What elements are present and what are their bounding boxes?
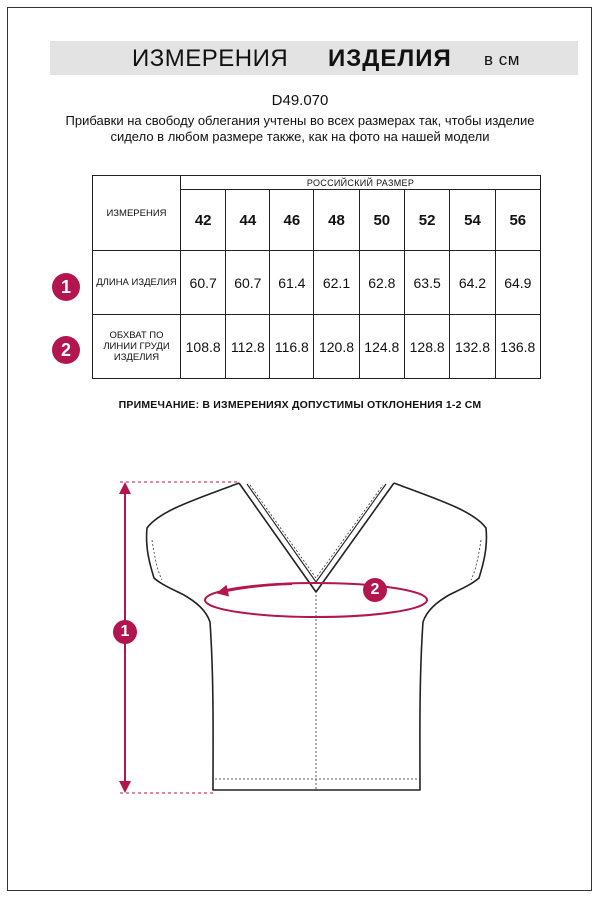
tolerance-remark: ПРИМЕЧАНИЕ: В ИЗМЕРЕНИЯХ ДОПУСТИМЫ ОТКЛОНЕНИЯ 1-2 СМ — [118, 399, 482, 411]
length-measure — [120, 482, 240, 793]
title-measurements: ИЗМЕРЕНИЯ — [132, 45, 289, 72]
table-cell: 62.1 — [314, 251, 359, 315]
size-header: 48 — [314, 190, 359, 251]
row-label: ОБХВАТ ПО ЛИНИИ ГРУДИ ИЗДЕЛИЯ — [93, 315, 181, 379]
size-header: 50 — [359, 190, 404, 251]
chest-marker-badge: 2 — [363, 578, 387, 602]
table-cell: 62.8 — [359, 251, 404, 315]
title-unit: в см — [484, 50, 520, 69]
table-cell: 64.9 — [495, 251, 540, 315]
stitching-lines — [152, 485, 481, 790]
fit-description: Прибавки на свободу облегания учтены во всех размерах так, чтобы изделие сидело в любом размере также, как на фото на нашей модели — [65, 113, 535, 144]
measure-header: ИЗМЕРЕНИЯ — [93, 176, 181, 251]
size-header: 54 — [450, 190, 495, 251]
table-cell: 116.8 — [270, 315, 314, 379]
title-product: ИЗДЕЛИЯ — [328, 45, 452, 72]
table-cell: 120.8 — [314, 315, 359, 379]
row-2-badge: 2 — [52, 336, 80, 364]
table-cell: 124.8 — [359, 315, 404, 379]
table-cell: 64.2 — [450, 251, 495, 315]
table-cell: 136.8 — [495, 315, 540, 379]
length-marker-badge: 1 — [113, 620, 137, 644]
row-1-badge: 1 — [52, 273, 80, 301]
table-cell: 128.8 — [404, 315, 449, 379]
size-header: 46 — [270, 190, 314, 251]
size-header: 42 — [181, 190, 226, 251]
table-cell: 60.7 — [226, 251, 270, 315]
size-header: 44 — [226, 190, 270, 251]
table-cell: 112.8 — [226, 315, 270, 379]
size-group-header: РОССИЙСКИЙ РАЗМЕР — [181, 176, 541, 190]
table-cell: 63.5 — [404, 251, 449, 315]
tshirt-outline — [147, 483, 487, 790]
size-header: 52 — [404, 190, 449, 251]
table-cell: 61.4 — [270, 251, 314, 315]
row-label: ДЛИНА ИЗДЕЛИЯ — [93, 251, 181, 315]
table-cell: 108.8 — [181, 315, 226, 379]
table-cell: 60.7 — [181, 251, 226, 315]
table-cell: 132.8 — [450, 315, 495, 379]
article-code: D49.070 — [271, 92, 329, 109]
size-header: 56 — [495, 190, 540, 251]
